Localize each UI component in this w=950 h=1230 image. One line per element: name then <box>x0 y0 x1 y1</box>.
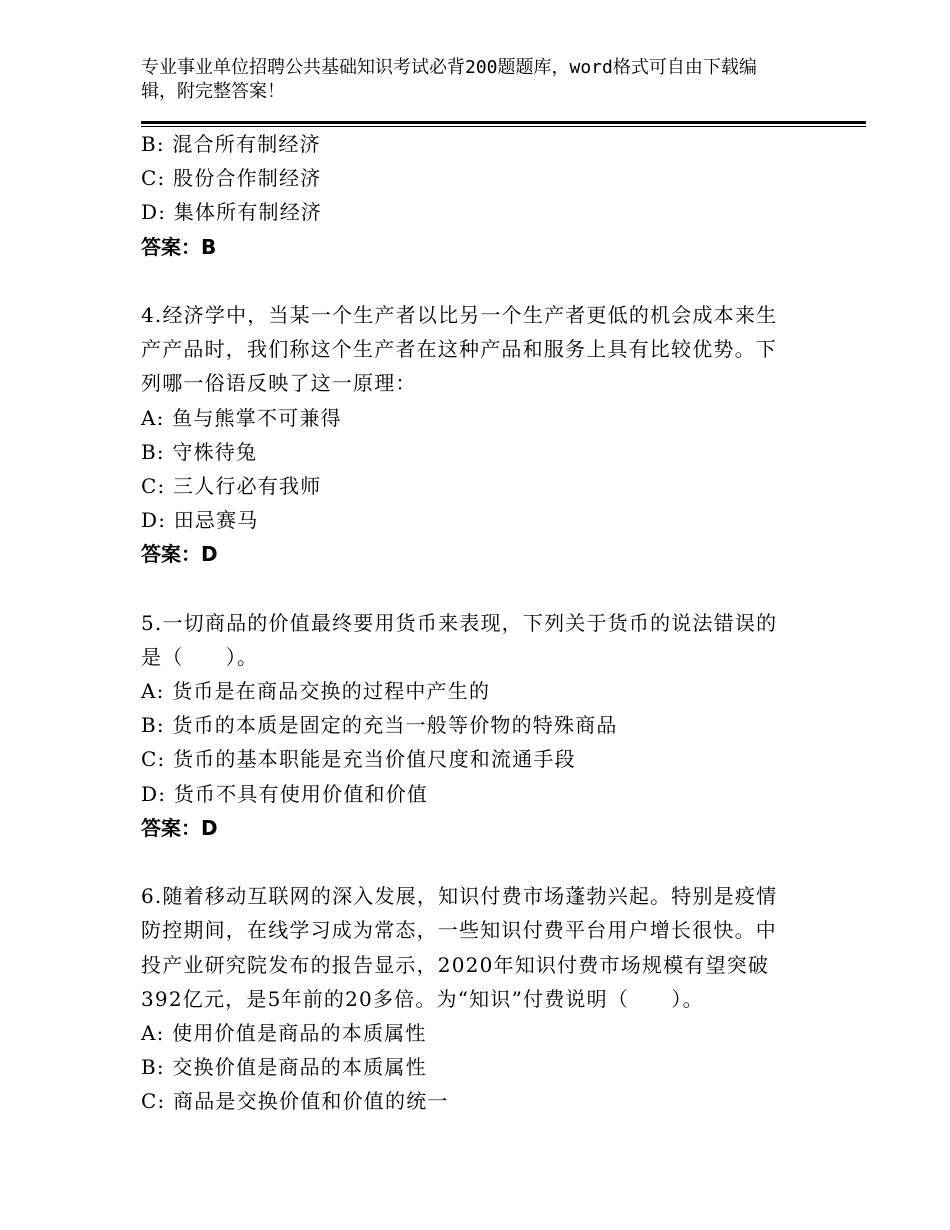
question-6 <box>141 879 801 1118</box>
option-b: B: 货币的本质是固定的充当一般等价物的特殊商品 <box>141 713 618 738</box>
question-stem-line: 5.一切商品的价值最终要用货币来表现，下列关于货币的说法错误的 <box>141 610 778 635</box>
option-b: B: 交换价值是商品的本质属性 <box>141 1055 427 1080</box>
question-stem-line: 4.经济学中，当某一个生产者以比另一个生产者更低的机会成本来生 <box>141 302 778 327</box>
option-a: A: 使用价值是商品的本质属性 <box>141 1020 427 1045</box>
option-d: D: 货币不具有使用价值和价值 <box>141 781 429 806</box>
option-c: C: 货币的基本职能是充当价值尺度和流通手段 <box>141 747 576 772</box>
option-a: A: 鱼与熊掌不可兼得 <box>141 405 342 430</box>
question-stem-line: 6.随着移动互联网的深入发展，知识付费市场蓬勃兴起。特别是疫情 <box>141 884 778 909</box>
answer: 答案：D <box>141 815 218 840</box>
answer: 答案：D <box>141 542 218 567</box>
question-4 <box>141 298 801 572</box>
option-a: A: 货币是在商品交换的过程中产生的 <box>141 679 491 703</box>
question-content <box>141 127 801 1118</box>
option-c: C: 商品是交换价值和价值的统一 <box>141 1089 449 1114</box>
document-header <box>141 56 801 104</box>
option-b: B: 守株待兔 <box>141 439 258 464</box>
question-stem-line: 产产品时，我们称这个生产者在这种产品和服务上具有比较优势。下 <box>141 337 777 362</box>
question-stem-line: 列哪一俗语反映了这一原理： <box>141 371 417 396</box>
question-stem-line: 防控期间，在线学习成为常态，一些知识付费平台用户增长很快。中 <box>141 918 777 943</box>
question-3 <box>141 127 801 264</box>
question-5 <box>141 606 801 845</box>
question-stem-line: 392亿元，是5年前的20多倍。为“知识”付费说明（ ）。 <box>141 986 704 1011</box>
question-stem-line: 投产业研究院发布的报告显示，2020年知识付费市场规模有望突破 <box>141 952 770 977</box>
option-d: D: 集体所有制经济 <box>141 200 323 225</box>
header-line-1: 专业事业单位招聘公共基础知识考试必背200题题库，word格式可自由下载编 <box>141 57 757 78</box>
header-divider-thick <box>141 121 866 124</box>
option-b: B: 混合所有制经济 <box>141 132 321 156</box>
answer: 答案：B <box>141 234 217 259</box>
question-stem-line: 是（ ）。 <box>141 644 259 669</box>
header-line-2: 辑，附完整答案！ <box>141 81 285 102</box>
option-d: D: 田忌赛马 <box>141 508 259 533</box>
option-c: C: 股份合作制经济 <box>141 166 322 191</box>
option-c: C: 三人行必有我师 <box>141 473 322 498</box>
